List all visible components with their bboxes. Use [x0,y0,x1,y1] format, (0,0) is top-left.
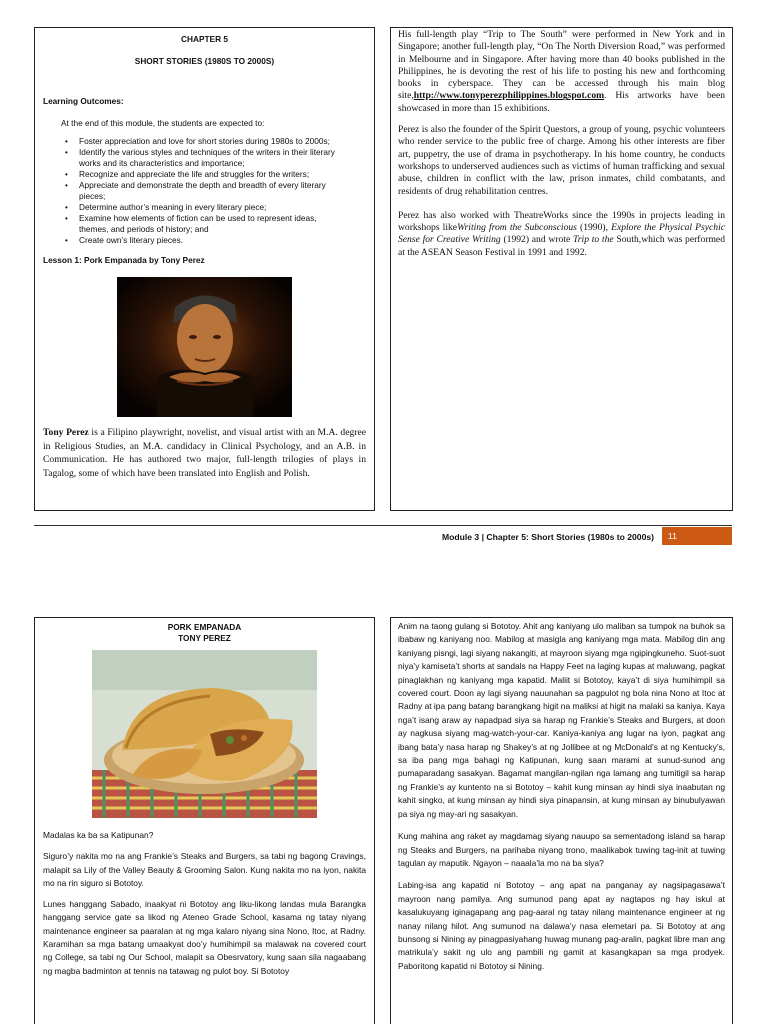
footer-module-label: Module 3 | Chapter 5: Short Stories (1980s to 2000s) [441,532,654,542]
list-item: • Identify the various styles and techniques of the writers in their literary works and its characteristics and importance; [65,147,345,169]
page2-right-column [390,617,733,1024]
list-item: • Appreciate and demonstrate the depth and breadth of every literary pieces; [65,180,345,202]
paragraph-text: Perez has also worked with TheatreWorks since the 1990s in projects leading in workshops like [398,209,725,234]
list-item: • Create own’s literary pieces. [65,235,345,246]
paragraph-text: His full-length play “Trip to The South” were performed in New York and in Singapore; another full-length play, “On The North Diversion Road,” was performed in Melbourne and in Singapore. After having more than 40 books published in the Philippines, he is devoting the rest of his life to posting his new and forthcoming books in cyberspace. They can be accessed through his main blog site, [398,29,725,102]
story-paragraph: Labing-isa ang kapatid ni Bototoy – ang apat na panganay ay nagsipagasawa’t mayroon nang pamilya. Ang sumunod pang apat ay nagtapos ng hay iskul at kasalukuyang iginagapang ang pag-aaral ng tatay nilang maintenance engineer at ng nanay nilang hilot. Ang sumunod na dalawa’y nasa elemetari pa. Si Bototoy at ang bunsong si Nining ay pinagpasiyahang huwag munang pag-aralin, pagkat libre man ang matrikula’y sakit ng ulo ang pambili ng gamit at kasangkapan sa mga prodyek. Paboritong kapatid ni Bototoy si Nining. [398,880,725,971]
food-image [92,650,317,818]
learning-outcomes-intro: At the end of this module, the students are expected to: [61,118,265,128]
list-item: • Recognize and appreciate the life and struggles for the writers; [65,169,345,180]
paragraph-text: (1990), [576,222,612,234]
author-name: Tony Perez [43,427,89,438]
chapter-title: SHORT STORIES (1980S TO 2000S) [134,56,275,66]
story-title: PORK EMPANADA [167,622,242,632]
chapter-label: CHAPTER 5 [180,34,229,44]
blog-link[interactable]: http://www.tonyperezphilippines.blogspot.com [413,90,605,102]
list-item: • Foster appreciation and love for short stories during 1980s to 2000s; [65,136,345,147]
page-number: 11 [662,527,732,545]
lesson-title: Lesson 1: Pork Empanada by Tony Perez [43,255,205,265]
work-title: Explore the Physical Psychic Sense for Creative Writing [398,222,726,246]
work-title: Writing from the Subconscious [457,222,577,234]
story-author: TONY PEREZ [178,633,231,643]
story-paragraph: Anim na taong gulang si Bototoy. Ahit ang kaniyang ulo maliban sa tumpok na buhok sa ibabaw ng kaniyang noo. Mabilog at masigla ang kaniyang mga mata. Mabilog din ang kaniyang pisngi, lagi siyang nakangiti, at mayroon siyang mga ngipingkuneho. Suot-suot niya’y kamiseta’t shorts at sandals na Happy Feet na laging kupas at maluwang, pagkat pinaglakhan ng kaniyang mga kapatid. Maliit si Bototoy, kaya’t di siya humihimpil sa covered court. Doon ay lagi siyang nauunahan sa pagpulot ng bola nina Nono at Itoc at Radny at ipa pang batang barangkang higit na maliksi at higit na malaki sa kaniya. Kaya nga’t isang araw ay napadpad siya sa harap ng Frankie’s Steaks and Burgers, at doon ay nagkusa siyang mag-watch-your-car. Kaniya-kaniya ang lugar na iyon, pagkat ang ibang bata’y nasa harap ng Shakey’s at ng Jollibee at ng McDonald’s at ng Kentucky’s, sa iba pang mga bahagi ng Katipunan, kung saan marami at sunud-sunod ang pumaparadang sasakyan. Bagamat mangilan-ngilan nga lamang ang tumitigil sa harap ng Frankie’s ay kuntento na si Bototoy – kahit kung minsan ay hindi siya inaabutan ng kahit singko, at kung minsan ay hindi siya pinapansin, at kung minsan ay binubulyawan pa siya ng may-ari ng sasakyan. [398,621,725,819]
page1-left-column [34,27,375,511]
learning-outcomes-list [65,136,366,246]
author-bio [43,426,366,480]
paragraph-text: . His artworks have been showcased in more than 15 exhibitions. [398,90,725,114]
page1-right-column [390,27,733,511]
empanada-photo [92,650,317,818]
footer-divider [34,525,732,526]
story-paragraph: Madalas ka ba sa Katipunan? [43,830,154,840]
story-paragraph: Lunes hanggang Sabado, inaakyat ni Bototoy ang liku-likong landas mula Barangka hanggang service gate sa likod ng Ateneo Grade School, kasama ng tatay niyang maintenance engineer sa paaralan at ng mga kalaro niyang sina Nono, Itoc, at Radny. Karamihan sa mga batang umaakyat doo’y humihimpil sa malawak na covered court ng College, sa tabi ng Our School, malapit sa Obesrvatory, kung saan sila nagaabang ng magba badminton at tennis na tatawag ng pulot boy. Si Bototoy [43,899,366,976]
work-title: Trip to the [572,234,614,246]
paragraph-text: (1992) and wrote [500,234,573,246]
story-paragraph: Kung mahina ang raket ay magdamag siyang nauupo sa sementadong island sa harap ng Steaks and Burgers, na parihaba niyang trono, maalikabok tuwing tag-init at tuwing tagulan ay maputik. Ngayon – naaala’la mo na ba siya? [398,831,725,868]
portrait-image [117,277,292,417]
paragraph-text: South,which was performed at the ASEAN Season Festival in 1991 and 1992. [398,234,725,258]
bio-text: is a Filipino playwright, novelist, and visual artist with an M.A. degree in Religious Studies, an M.A. candidacy in Clinical Psychology, and an A.B. in Communication. He has authored two major, full-length trilogies of plays in Tagalog, some of which have been translated into English and Polish. [43,427,366,479]
paragraph: Perez is also the founder of the Spirit Questors, a group of young, psychic volunteers who render service to the public free of charge. Among his other interests are fiber art, puppetry, the use of drama in psychotherapy. In his home country, he conducts workshops to underserved audiences such as victims of human trafficking and sexual abuse, children in conflict with the law, prison inmates, child combatants, and residents of drug rehabilitation centres. [398,124,725,197]
story-paragraph: Siguro’y nakita mo na ang Frankie’s Steaks and Burgers, sa tabi ng bagong Cravings, malapit sa Lily of the Valley Beauty & Grooming Salon. Kung nakita mo na iyon, nakita mo na rin siguro si Bototoy. [43,851,366,888]
list-item: • Examine how elements of fiction can be used to represent ideas, themes, and periods of history; and [65,213,345,235]
paragraph [398,29,725,115]
paragraph [398,210,725,259]
list-item: • Determine author’s meaning in every literary piece; [65,202,345,213]
author-portrait [117,277,292,417]
page2-left-column [34,617,375,1024]
learning-outcomes-heading: Learning Outcomes: [43,96,124,106]
